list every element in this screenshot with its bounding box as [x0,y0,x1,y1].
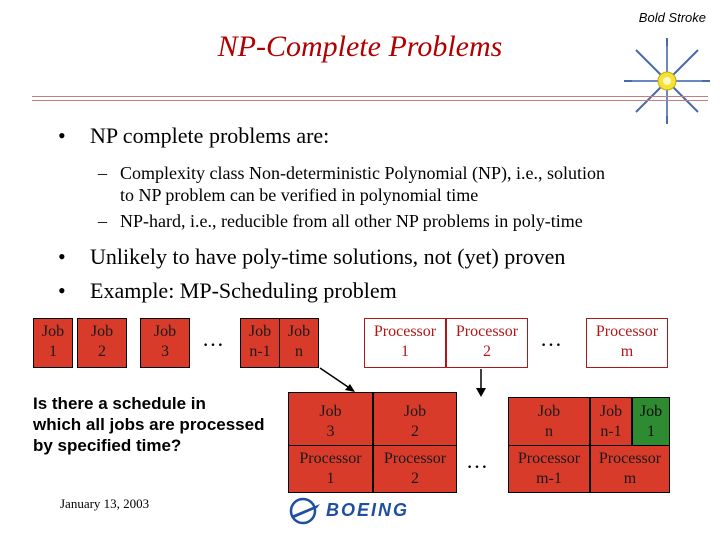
ellipsis: … [540,326,562,351]
job-number: n-1 [249,343,271,360]
job-label: Job [319,403,342,420]
job-label: Job [537,403,561,420]
schedule-processor-2 [373,445,457,493]
bullet-glyph: • [58,244,66,269]
job-number: 2 [98,343,106,360]
processor-label: Processor [299,450,362,467]
bullet-item [58,123,329,149]
arrow-icon [474,368,488,398]
job-number: n [295,343,303,360]
dash-glyph: – [98,211,107,231]
brand-label: Bold Stroke [638,10,706,25]
schedule-job-3 [288,392,373,445]
bullet-text: NP complete problems are: [90,123,330,148]
processor-box-m [586,318,668,368]
processor-number: m [623,470,637,487]
job-number: 3 [326,423,335,440]
title-rule [32,96,708,97]
job-number: n [545,423,553,440]
job-box-3 [140,318,190,368]
boeing-logo-icon [288,496,322,526]
sub-bullet-text: Complexity class Non-deterministic Polynomial (NP), i.e., solution [120,163,605,183]
bullet-text: Unlikely to have poly-time solutions, not (yet) proven [90,244,566,269]
dash-glyph: – [98,163,107,183]
sub-bullet-item [98,211,583,232]
processor-label: Processor [517,450,581,467]
job-label: Job [287,323,311,340]
schedule-processor-m [590,445,670,493]
processor-label: Processor [383,450,447,467]
job-number: 1 [647,423,655,440]
processor-label: Processor [598,450,662,467]
processor-label: Processor [373,323,437,340]
sub-bullet-item [98,162,605,206]
schedule-job-n [508,397,590,445]
processor-label: Processor [595,323,659,340]
company-logo [288,496,438,526]
job-box-n [279,318,319,368]
processor-label: Processor [455,323,519,340]
processor-number: 1 [326,470,335,487]
job-label: Job [403,403,427,420]
job-number: 2 [411,423,419,440]
job-label: Job [41,323,65,340]
bullet-item [58,278,397,304]
processor-number: 2 [483,343,491,360]
processor-number: 2 [411,470,419,487]
job-box-1 [33,318,73,368]
schedule-processor-1 [288,445,373,493]
job-box-2 [77,318,127,368]
bullet-glyph: • [58,123,66,148]
processor-box-1 [364,318,446,368]
sub-bullet-text-cont: to NP problem can be verified in polynomial time [120,185,479,205]
processor-box-2 [446,318,528,368]
job-box-n-1 [240,318,280,368]
logo-text: BOEING [326,500,410,520]
job-label: Job [639,403,663,420]
question-line: by specified time? [33,436,182,455]
processor-number: m [620,343,634,360]
footer-date: January 13, 2003 [60,496,150,511]
bullet-item [58,244,565,270]
job-number: 3 [161,343,169,360]
ellipsis: … [202,326,224,351]
job-label: Job [599,403,623,420]
job-label: Job [90,323,114,340]
processor-number: m-1 [536,470,562,487]
bullet-glyph: • [58,278,66,303]
job-number: n-1 [600,423,622,440]
schedule-job-1 [632,397,670,445]
page-title: NP-Complete Problems [217,30,503,63]
question-line: which all jobs are processed [33,415,265,434]
question-line: Is there a schedule in [33,394,206,413]
schedule-job-2 [373,392,457,445]
job-label: Job [248,323,272,340]
question-text [33,393,264,456]
title-rule-2 [32,100,708,101]
processor-number: 1 [401,343,409,360]
schedule-job-n-1 [590,397,632,445]
ellipsis: … [466,448,488,473]
schedule-processor-m-1 [508,445,590,493]
bullet-text: Example: MP-Scheduling problem [90,278,397,303]
job-number: 1 [49,343,57,360]
job-label: Job [153,323,177,340]
sub-bullet-text: NP-hard, i.e., reducible from all other NP problems in poly-time [120,211,583,231]
